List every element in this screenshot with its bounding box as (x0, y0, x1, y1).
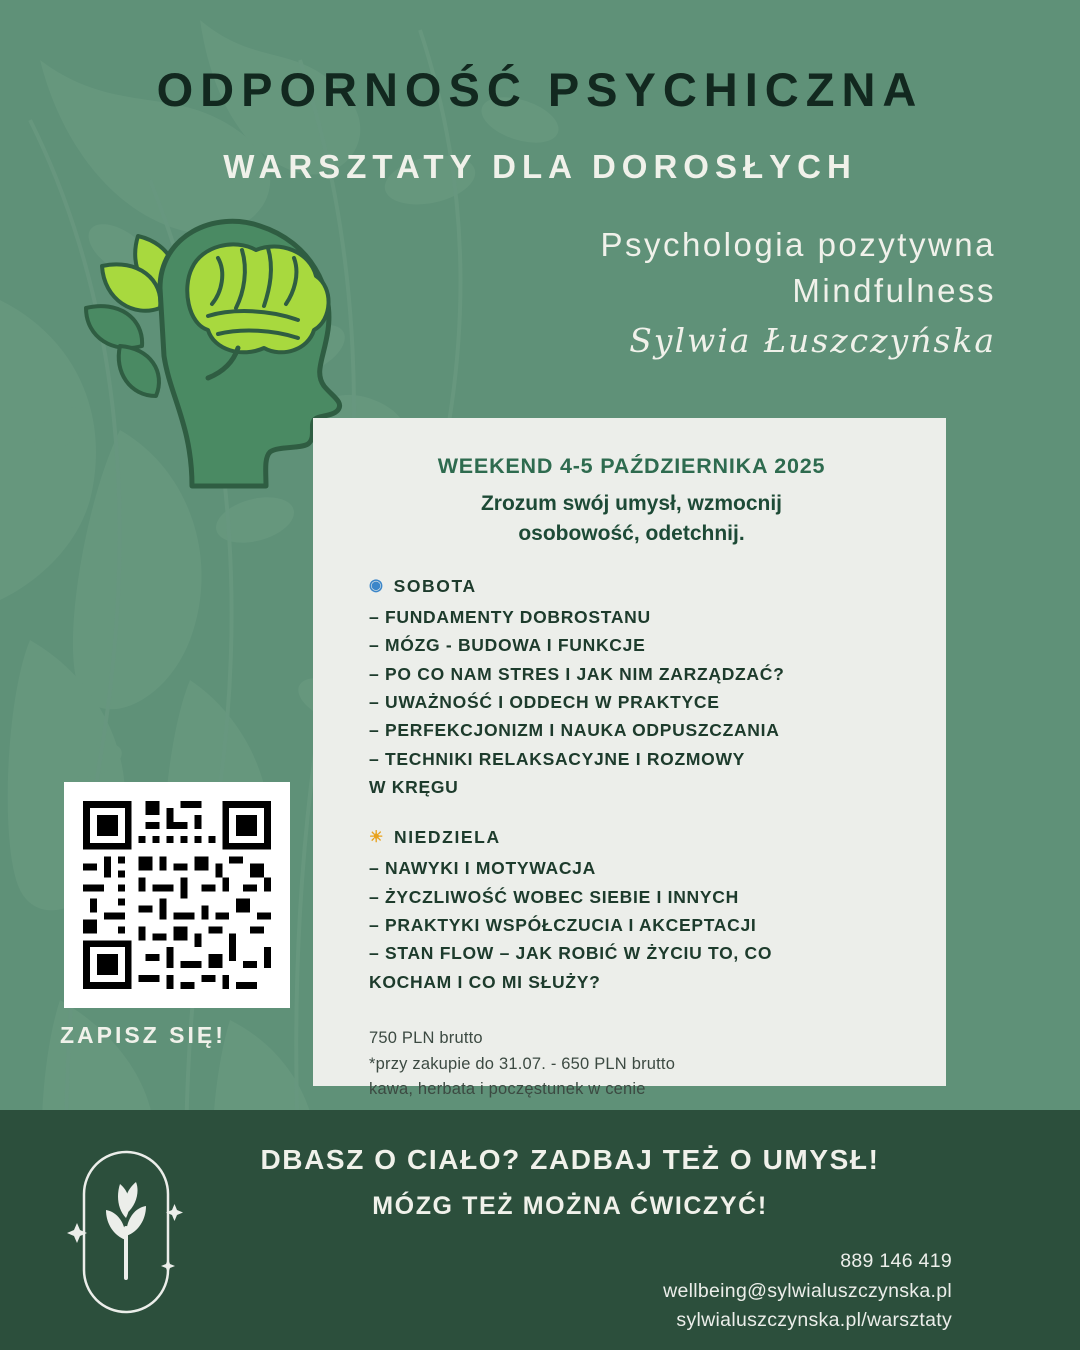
list-item: – NAWYKI I MOTYWACJA (369, 858, 596, 879)
page-title: ODPORNOŚĆ PSYCHICZNA (156, 63, 924, 116)
price-regular: 750 PLN brutto (369, 1029, 483, 1047)
list-item: – FUNDAMENTY DOBROSTANU (369, 606, 651, 627)
day-label-sunday: NIEDZIELA (393, 827, 501, 848)
price-block (369, 1026, 912, 1103)
list-item: – STAN FLOW – JAK ROBIĆ W ŻYCIU TO, CO (369, 943, 773, 964)
footer (0, 1110, 1080, 1350)
contact-website[interactable]: sylwialuszczynska.pl/warsztaty (676, 1309, 952, 1332)
price-early-bird: *przy zakupie do 31.07. - 650 PLN brutto (369, 1054, 676, 1073)
list-item: – PRAKTYKI WSPÓŁCZUCIA I AKCEPTACJI (369, 914, 757, 935)
list-item: – PO CO NAM STRES I JAK NIM ZARZĄDZAĆ? (369, 663, 785, 684)
brand-logo (62, 1144, 190, 1320)
list-item: KOCHAM I CO MI SŁUŻY? (369, 971, 601, 992)
author-name: Sylwia Łuszczyńska (629, 321, 996, 361)
topic-line-2: Mindfulness (792, 271, 996, 309)
topic-block (356, 222, 996, 360)
saturday-topic-list (369, 603, 912, 801)
tagline-line-1: Zrozum swój umysł, wzmocnij (480, 492, 783, 515)
qr-code[interactable] (64, 782, 290, 1008)
day-block-saturday (369, 576, 912, 801)
contact-phone[interactable]: 889 146 419 (840, 1250, 952, 1272)
event-tagline (351, 489, 912, 550)
spiral-icon: ◉ (369, 577, 385, 595)
day-label-saturday: SOBOTA (393, 575, 477, 596)
list-item: – UWAŻNOŚĆ I ODDECH W PRAKTYCE (369, 691, 720, 712)
day-block-sunday (369, 827, 912, 996)
qr-code-image (76, 794, 278, 996)
list-item: W KRĘGU (369, 776, 459, 797)
price-included: kawa, herbata i poczęstunek w cenie (369, 1080, 646, 1099)
list-item: – TECHNIKI RELAKSACYJNE I ROZMOWY (369, 748, 746, 769)
footer-headline-1: DBASZ O CIAŁO? ZADBAJ TEŻ O UMYSŁ! (260, 1144, 880, 1175)
list-item: – ŻYCZLIWOŚĆ WOBEC SIEBIE I INNYCH (369, 886, 739, 907)
day-heading-saturday (369, 576, 912, 597)
sunday-topic-list (369, 854, 912, 996)
tagline-line-2: osobowość, odetchnij. (518, 522, 745, 546)
program-card (313, 418, 946, 1099)
qr-caption: ZAPISZ SIĘ! (60, 1022, 226, 1048)
list-item: – MÓZG - BUDOWA I FUNKCJE (369, 635, 646, 656)
list-item: – PERFEKCJONIZM I NAUKA ODPUSZCZANIA (369, 720, 780, 741)
page-subtitle: WARSZTATY DLA DOROSŁYCH (223, 148, 857, 185)
day-heading-sunday (369, 827, 912, 848)
topic-line-1: Psychologia pozytywna (600, 226, 996, 263)
contact-block (663, 1247, 952, 1336)
contact-email[interactable]: wellbeing@sylwialuszczynska.pl (663, 1279, 952, 1302)
event-date: WEEKEND 4-5 PAŹDZIERNIKA 2025 (437, 454, 826, 478)
sun-icon: ☀ (369, 828, 385, 846)
footer-headline-2: MÓZG TEŻ MOŻNA ĆWICZYĆ! (372, 1192, 768, 1220)
